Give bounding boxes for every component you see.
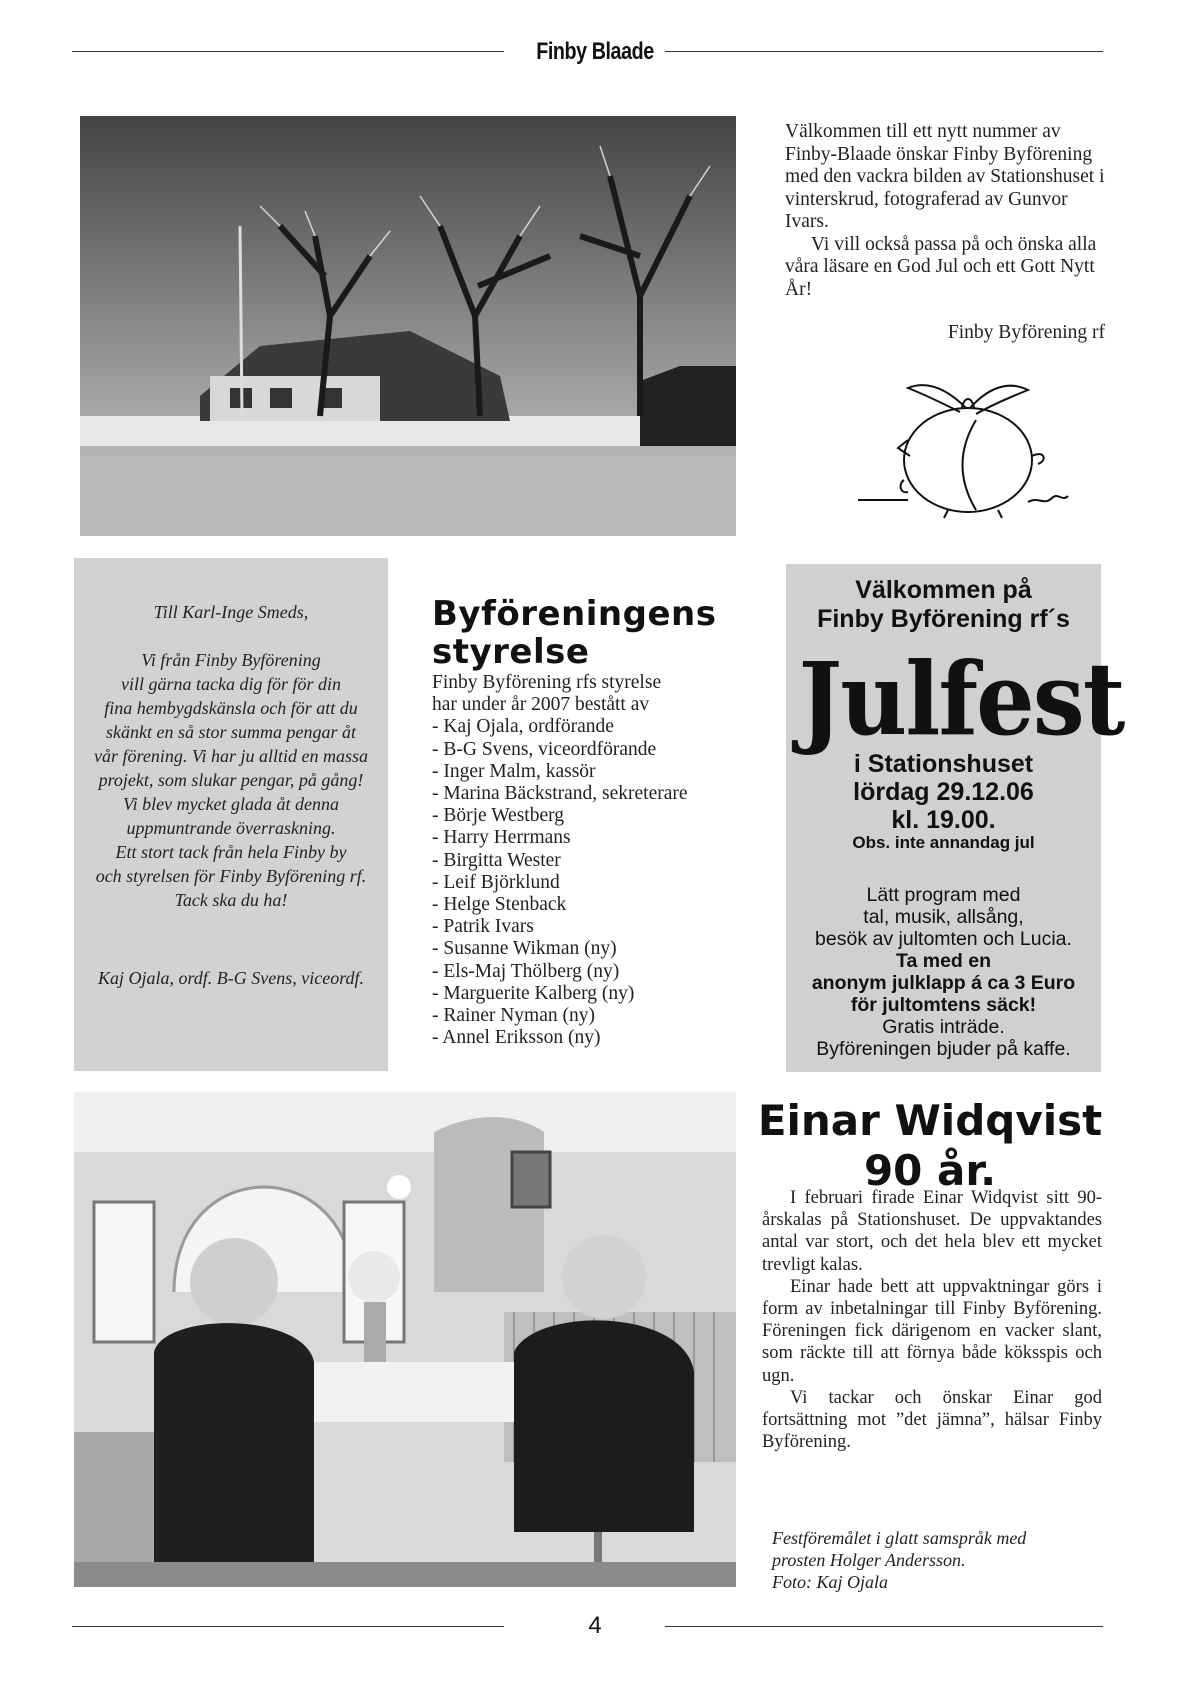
julfest-heading-line-2: Finby Byförening rf´s	[817, 605, 1070, 633]
einar-paragraph-1: I februari firade Einar Widqvist sitt 90-årskalas på Stationshuset. De uppvaktandes antal var stort, och det hela blev ett mycket trevligt kalas.	[762, 1188, 1102, 1275]
julfest-place: i Stationshuset	[853, 750, 1034, 778]
einar-paragraph-2: Einar hade bett att uppvaktningar görs i form av inbetalningar till Finby Byförening. Föreningen fick därigenom en vacker slant, som räckte till att förnya både köksspis och ugn.	[762, 1276, 1102, 1386]
thanks-greeting: Till Karl-Inge Smeds,	[153, 602, 309, 622]
page-number: 4	[588, 1612, 602, 1639]
caption-line-1: Festföremålet i glatt samspråk med	[772, 1528, 1027, 1548]
caption-line-3: Foto: Kaj Ojala	[772, 1572, 888, 1592]
board-member: - Rainer Nyman (ny)	[432, 1005, 595, 1027]
julfest-program	[786, 884, 1101, 1060]
board-member: - Marina Bäckstrand, sekreterare	[432, 783, 688, 805]
board-members	[432, 672, 752, 1049]
board-member: - B-G Svens, viceordförande	[432, 738, 657, 760]
thanks-line: skänkt en så stor summa pengar åt	[106, 722, 356, 742]
christmas-pig-illustration	[848, 360, 1078, 520]
thanks-line: Tack ska du ha!	[174, 890, 288, 910]
julfest-title: Julfest	[798, 640, 1124, 758]
board-member: - Marguerite Kalberg (ny)	[432, 982, 635, 1004]
julfest-note: Obs. inte annandag jul	[852, 833, 1035, 852]
einar-article	[762, 1187, 1102, 1453]
caption-line-2: prosten Holger Andersson.	[772, 1550, 966, 1570]
julfest-date: lördag 29.12.06	[853, 778, 1034, 806]
intro-signature: Finby Byförening rf	[947, 322, 1105, 343]
thanks-line: Ett stort tack från hela Finby by	[115, 842, 347, 862]
board-member: - Patrik Ivars	[432, 916, 534, 938]
thanks-signature: Kaj Ojala, ordf. B-G Svens, viceordf.	[97, 968, 365, 988]
footer-line: Gratis inträde.	[882, 1016, 1005, 1038]
thanks-line: vår förening. Vi har ju alltid en massa	[94, 746, 368, 766]
einar-heading-line-1: Einar Widqvist	[757, 1096, 1103, 1145]
footer-line: Byföreningen bjuder på kaffe.	[816, 1038, 1071, 1060]
thank-you-note	[74, 558, 388, 1071]
board-member: - Inger Malm, kassör	[432, 760, 596, 782]
board-member: - Birgitta Wester	[432, 849, 561, 871]
board-member-list	[432, 716, 752, 1049]
bring-line: Ta med en	[896, 950, 991, 972]
thanks-line: projekt, som slukar pengar, på gång!	[98, 770, 364, 790]
einar-heading	[752, 1096, 1108, 1196]
thanks-line: vill gärna tacka dig för för din	[121, 674, 341, 694]
thanks-line: fina hembygdskänsla och för att du	[104, 698, 358, 718]
board-heading-line-1: Byföreningens	[432, 594, 717, 634]
board-member: - Börje Westberg	[432, 805, 565, 827]
board-heading-line-2: styrelse	[432, 632, 590, 672]
bring-line: anonym julklapp á ca 3 Euro	[811, 972, 1076, 994]
intro-paragraph-2: Vi vill också passa på och önska alla våra läsare en God Jul och ett Gott Nytt År!	[785, 233, 1097, 300]
program-line: besök av jultomten och Lucia.	[815, 928, 1072, 950]
program-line: Lätt program med	[866, 884, 1021, 906]
intro-text	[785, 121, 1105, 301]
newsletter-title: Finby Blaade	[536, 38, 654, 65]
thanks-line: uppmuntrande överraskning.	[126, 818, 336, 838]
birthday-party-photo	[74, 1092, 736, 1587]
board-member: - Harry Herrmans	[432, 827, 571, 849]
board-member: - Susanne Wikman (ny)	[432, 938, 617, 960]
photo-caption	[772, 1527, 1102, 1593]
board-member: - Annel Eriksson (ny)	[432, 1027, 601, 1049]
thanks-line: Vi blev mycket glada åt denna	[122, 794, 340, 814]
board-member: - Leif Björklund	[432, 871, 560, 893]
board-member: - Helge Stenback	[432, 894, 567, 916]
board-intro-line-2: har under år 2007 bestått av	[432, 694, 650, 716]
einar-heading-line-2: 90 år.	[863, 1146, 997, 1195]
intro-paragraph-1: Välkommen till ett nytt nummer av Finby-Blaade önskar Finby Byförening med den vackra bilden av Stationshuset i vinterskrud, fotograferad av Gunvor Ivars.	[785, 121, 1105, 232]
bring-line: för jultomtens säck!	[850, 994, 1037, 1016]
board-intro-line-1: Finby Byförening rfs styrelse	[432, 672, 662, 693]
board-member: - Els-Maj Thölberg (ny)	[432, 960, 620, 982]
julfest-announcement	[786, 564, 1124, 1072]
board-heading	[432, 595, 752, 671]
thanks-line: och styrelsen för Finby Byförening rf.	[95, 866, 367, 886]
board-member: - Kaj Ojala, ordförande	[432, 716, 614, 738]
thanks-line: Vi från Finby Byförening	[141, 650, 321, 670]
winter-station-photo	[80, 116, 736, 536]
julfest-heading-line-1: Välkommen på	[855, 576, 1032, 604]
program-line: tal, musik, allsång,	[863, 906, 1024, 928]
einar-paragraph-3: Vi tackar och önskar Einar god fortsättning mot ”det jämna”, hälsar Finby Byförening.	[762, 1387, 1102, 1453]
julfest-time: kl. 19.00.	[891, 806, 996, 834]
